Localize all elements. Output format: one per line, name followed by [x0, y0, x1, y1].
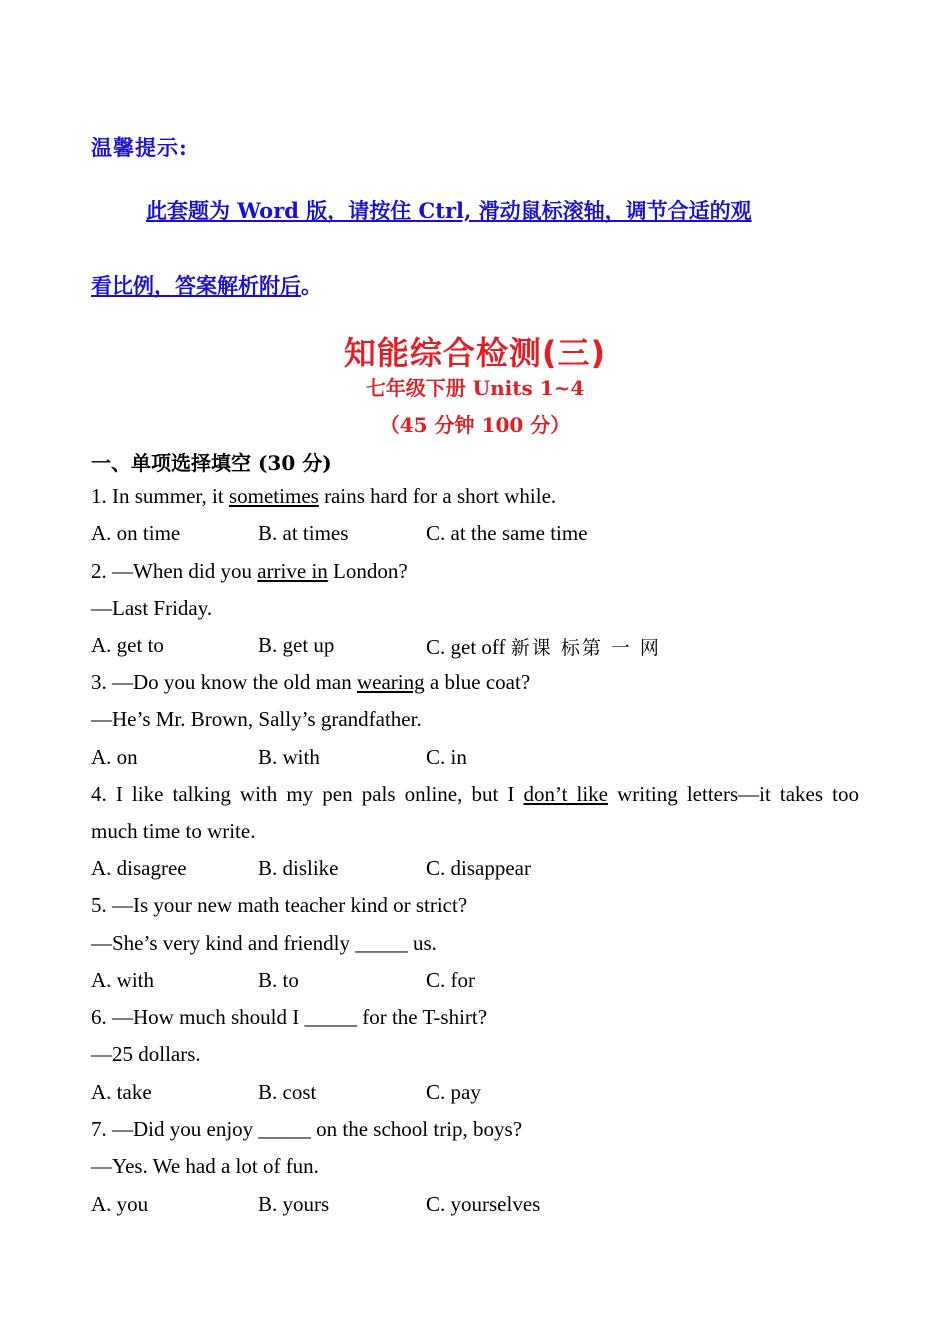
q1-option-a: A. on time [91, 521, 181, 545]
q6-option-a: A. take [91, 1080, 152, 1104]
question-5: 5. —Is your new math teacher kind or strict? [91, 893, 468, 917]
q3-text-post: a blue coat? [424, 670, 531, 694]
q3-option-a: A. on [91, 745, 138, 769]
question-4 [91, 782, 859, 807]
q2-reply: —Last Friday. [91, 596, 213, 620]
q5-option-b: B. to [258, 968, 299, 992]
q3-option-c: C. in [426, 745, 467, 769]
q2-option-c: C. get off [426, 635, 506, 659]
exam-title: 知能综合检测(三) [343, 334, 607, 372]
q2-underlined: arrive in [257, 559, 328, 583]
q2-option-c-row [426, 633, 661, 660]
q6-option-b: B. cost [258, 1080, 317, 1104]
q5-option-a: A. with [91, 968, 154, 992]
q3-option-b: B. with [258, 745, 320, 769]
q5-option-c: C. for [426, 968, 475, 992]
q1-option-b: B. at times [258, 521, 349, 545]
question-6: 6. —How much should I _____ for the T-shirt? [91, 1005, 488, 1029]
q4-continuation: much time to write. [91, 819, 256, 843]
q1-text-post: rains hard for a short while. [318, 484, 557, 508]
q1-text-pre: 1. In summer, it [91, 484, 229, 508]
q2-text-post: London? [327, 559, 408, 583]
q2-text-pre: 2. —When did you [91, 559, 258, 583]
exam-time-score: （45 分钟 100 分） [379, 413, 571, 437]
q4-option-b: B. dislike [258, 856, 339, 880]
q4-option-a: A. disagree [91, 856, 187, 880]
tip-line-2-period: 。 [301, 273, 322, 298]
q2-option-b: B. get up [258, 633, 335, 657]
q6-reply: —25 dollars. [91, 1042, 201, 1066]
q4-option-c: C. disappear [426, 856, 531, 880]
q4-underlined: don’t like [523, 782, 608, 806]
q5-reply: —She’s very kind and friendly _____ us. [91, 931, 437, 955]
q3-underlined: wearing [356, 670, 425, 694]
question-7: 7. —Did you enjoy _____ on the school trip, boys? [91, 1117, 523, 1141]
q3-text-pre: 3. —Do you know the old man [91, 670, 357, 694]
watermark-text: 新课 标第 一 网 [510, 637, 661, 659]
q7-option-b: B. yours [258, 1192, 330, 1216]
question-3 [91, 670, 530, 695]
q1-option-c: C. at the same time [426, 521, 588, 545]
tip-line-1: 此套题为 Word 版，请按住 Ctrl, 滑动鼠标滚轴，调节合适的观 [146, 198, 752, 223]
q6-option-c: C. pay [426, 1080, 481, 1104]
exam-subtitle: 七年级下册 Units 1~4 [365, 376, 585, 400]
q1-underlined: sometimes [228, 484, 319, 508]
q3-reply: —He’s Mr. Brown, Sally’s grandfather. [91, 707, 422, 731]
q4-text-pre: 4. I like talking with my pen pals online, but I [91, 782, 524, 806]
q4-text-post: writing letters—it takes too [607, 782, 859, 806]
section-heading: 一、单项选择填空 (30 分) [91, 451, 332, 475]
q2-option-a: A. get to [91, 633, 164, 657]
q7-option-c: C. yourselves [426, 1192, 541, 1216]
tip-line-2-text: 看比例，答案解析附后 [91, 273, 301, 298]
tip-line-2 [91, 270, 322, 300]
q7-reply: —Yes. We had a lot of fun. [91, 1154, 319, 1178]
tip-title: 温馨提示: [91, 135, 188, 160]
question-2 [91, 559, 408, 584]
q7-option-a: A. you [91, 1192, 149, 1216]
question-1 [91, 484, 556, 509]
